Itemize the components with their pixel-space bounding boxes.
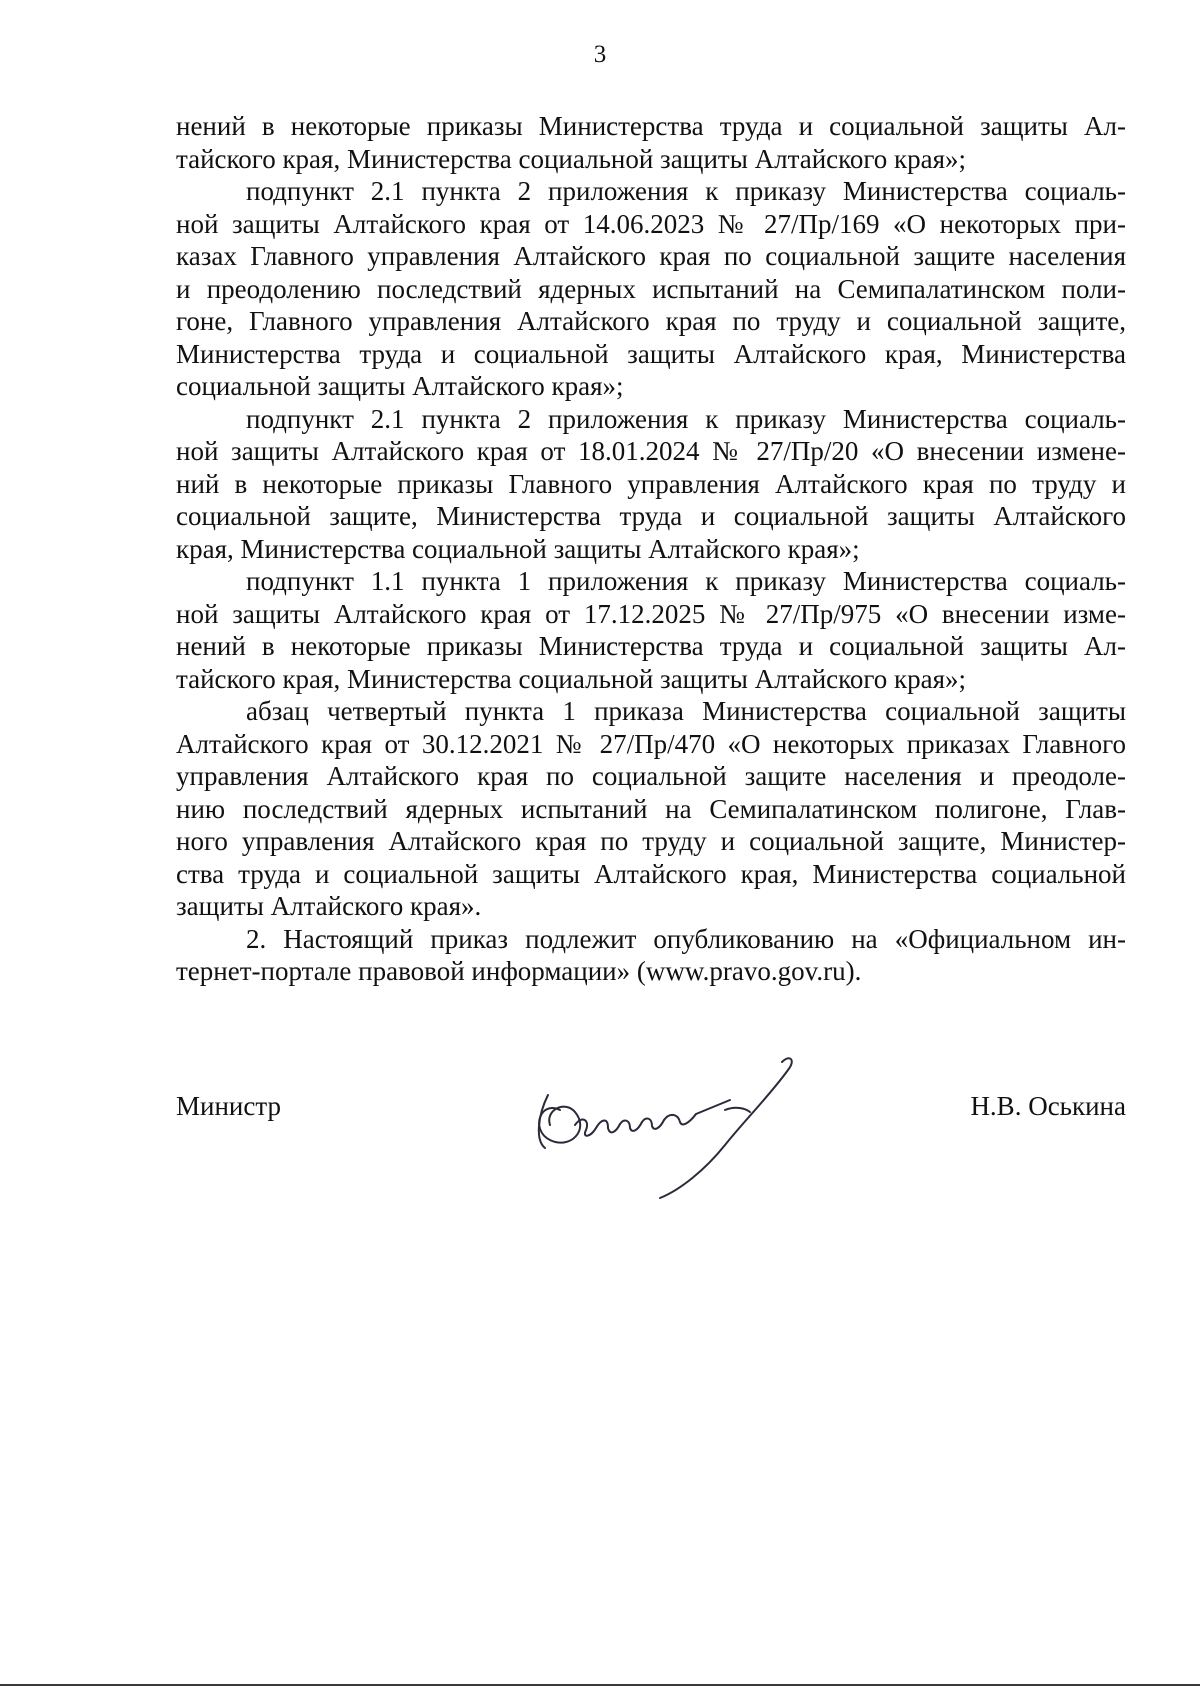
text-line: казах Главного управления Алтайского края по социальной защите населения bbox=[176, 241, 1126, 271]
text-line: социальной защиты Алтайского края»; bbox=[176, 371, 624, 401]
text-line: тайского края, Министерства социальной защиты Алтайского края»; bbox=[176, 143, 967, 174]
text-line: подпункт 2.1 пункта 2 приложения к приказу Министерства социаль- bbox=[246, 176, 1126, 206]
text-line: подпункт 1.1 пункта 1 приложения к приказу Министерства социаль- bbox=[246, 566, 1126, 596]
text-line: и преодолению последствий ядерных испытаний на Семипалатинском поли- bbox=[176, 273, 1126, 304]
paragraph-subitem-2023 bbox=[176, 175, 1126, 403]
text-line: социальной защите, Министерства труда и социальной защиты Алтайского bbox=[176, 501, 1126, 531]
handwritten-signature bbox=[520, 1040, 840, 1200]
text-line: тайского края, Министерства социальной защиты Алтайского края»; bbox=[176, 663, 967, 694]
paragraph-subitem-2021 bbox=[176, 695, 1126, 923]
text-line: ной защиты Алтайского края от 14.06.2023 № 27/Пр/169 «О некоторых при- bbox=[176, 208, 1126, 239]
page-number: 3 bbox=[593, 41, 607, 68]
paragraph-publication bbox=[176, 923, 1126, 988]
text-line: ного управления Алтайского края по труду и социальной защите, Министер- bbox=[176, 826, 1126, 856]
text-line: гоне, Главного управления Алтайского края по труду и социальной защите, bbox=[176, 306, 1126, 336]
text-line: нений в некоторые приказы Министерства труда и социальной защиты Ал- bbox=[176, 631, 1126, 661]
document-body bbox=[176, 110, 1126, 988]
text-line: ной защиты Алтайского края от 17.12.2025 № 27/Пр/975 «О внесении изме- bbox=[176, 598, 1126, 629]
paragraph-subitem-2024 bbox=[176, 403, 1126, 566]
text-line: Алтайского края от 30.12.2021 № 27/Пр/470 «О некоторых приказах Главного bbox=[176, 728, 1126, 759]
signatory-name: Н.В. Оськина bbox=[970, 1091, 1126, 1121]
text-line: края, Министерства социальной защиты Алтайского края»; bbox=[176, 533, 860, 564]
text-line: Министерства труда и социальной защиты Алтайского края, Министерства bbox=[176, 338, 1126, 369]
text-line: управления Алтайского края по социальной защите населения и преодоле- bbox=[176, 761, 1126, 791]
scan-edge-line bbox=[0, 1684, 1200, 1686]
text-line: ний в некоторые приказы Главного управления Алтайского края по труду и bbox=[176, 468, 1126, 499]
text-line: 2. Настоящий приказ подлежит опубликованию на «Официальном ин- bbox=[246, 923, 1126, 954]
paragraph-continuation bbox=[176, 110, 1126, 175]
text-line: ной защиты Алтайского края от 18.01.2024 № 27/Пр/20 «О внесении измене- bbox=[176, 436, 1126, 466]
text-line: тернет-портале правовой информации» (www.pravo.gov.ru). bbox=[176, 956, 862, 986]
text-line: ства труда и социальной защиты Алтайского края, Министерства социальной bbox=[176, 858, 1126, 889]
text-line: абзац четвертый пункта 1 приказа Министерства социальной защиты bbox=[246, 696, 1126, 726]
text-line: нений в некоторые приказы Министерства труда и социальной защиты Ал- bbox=[176, 111, 1126, 141]
signatory-position: Министр bbox=[176, 1091, 281, 1121]
text-line: подпункт 2.1 пункта 2 приложения к приказу Министерства социаль- bbox=[246, 403, 1126, 434]
text-line: нию последствий ядерных испытаний на Семипалатинском полигоне, Глав- bbox=[176, 793, 1126, 824]
text-line: защиты Алтайского края». bbox=[176, 891, 482, 921]
paragraph-subitem-2025 bbox=[176, 565, 1126, 695]
